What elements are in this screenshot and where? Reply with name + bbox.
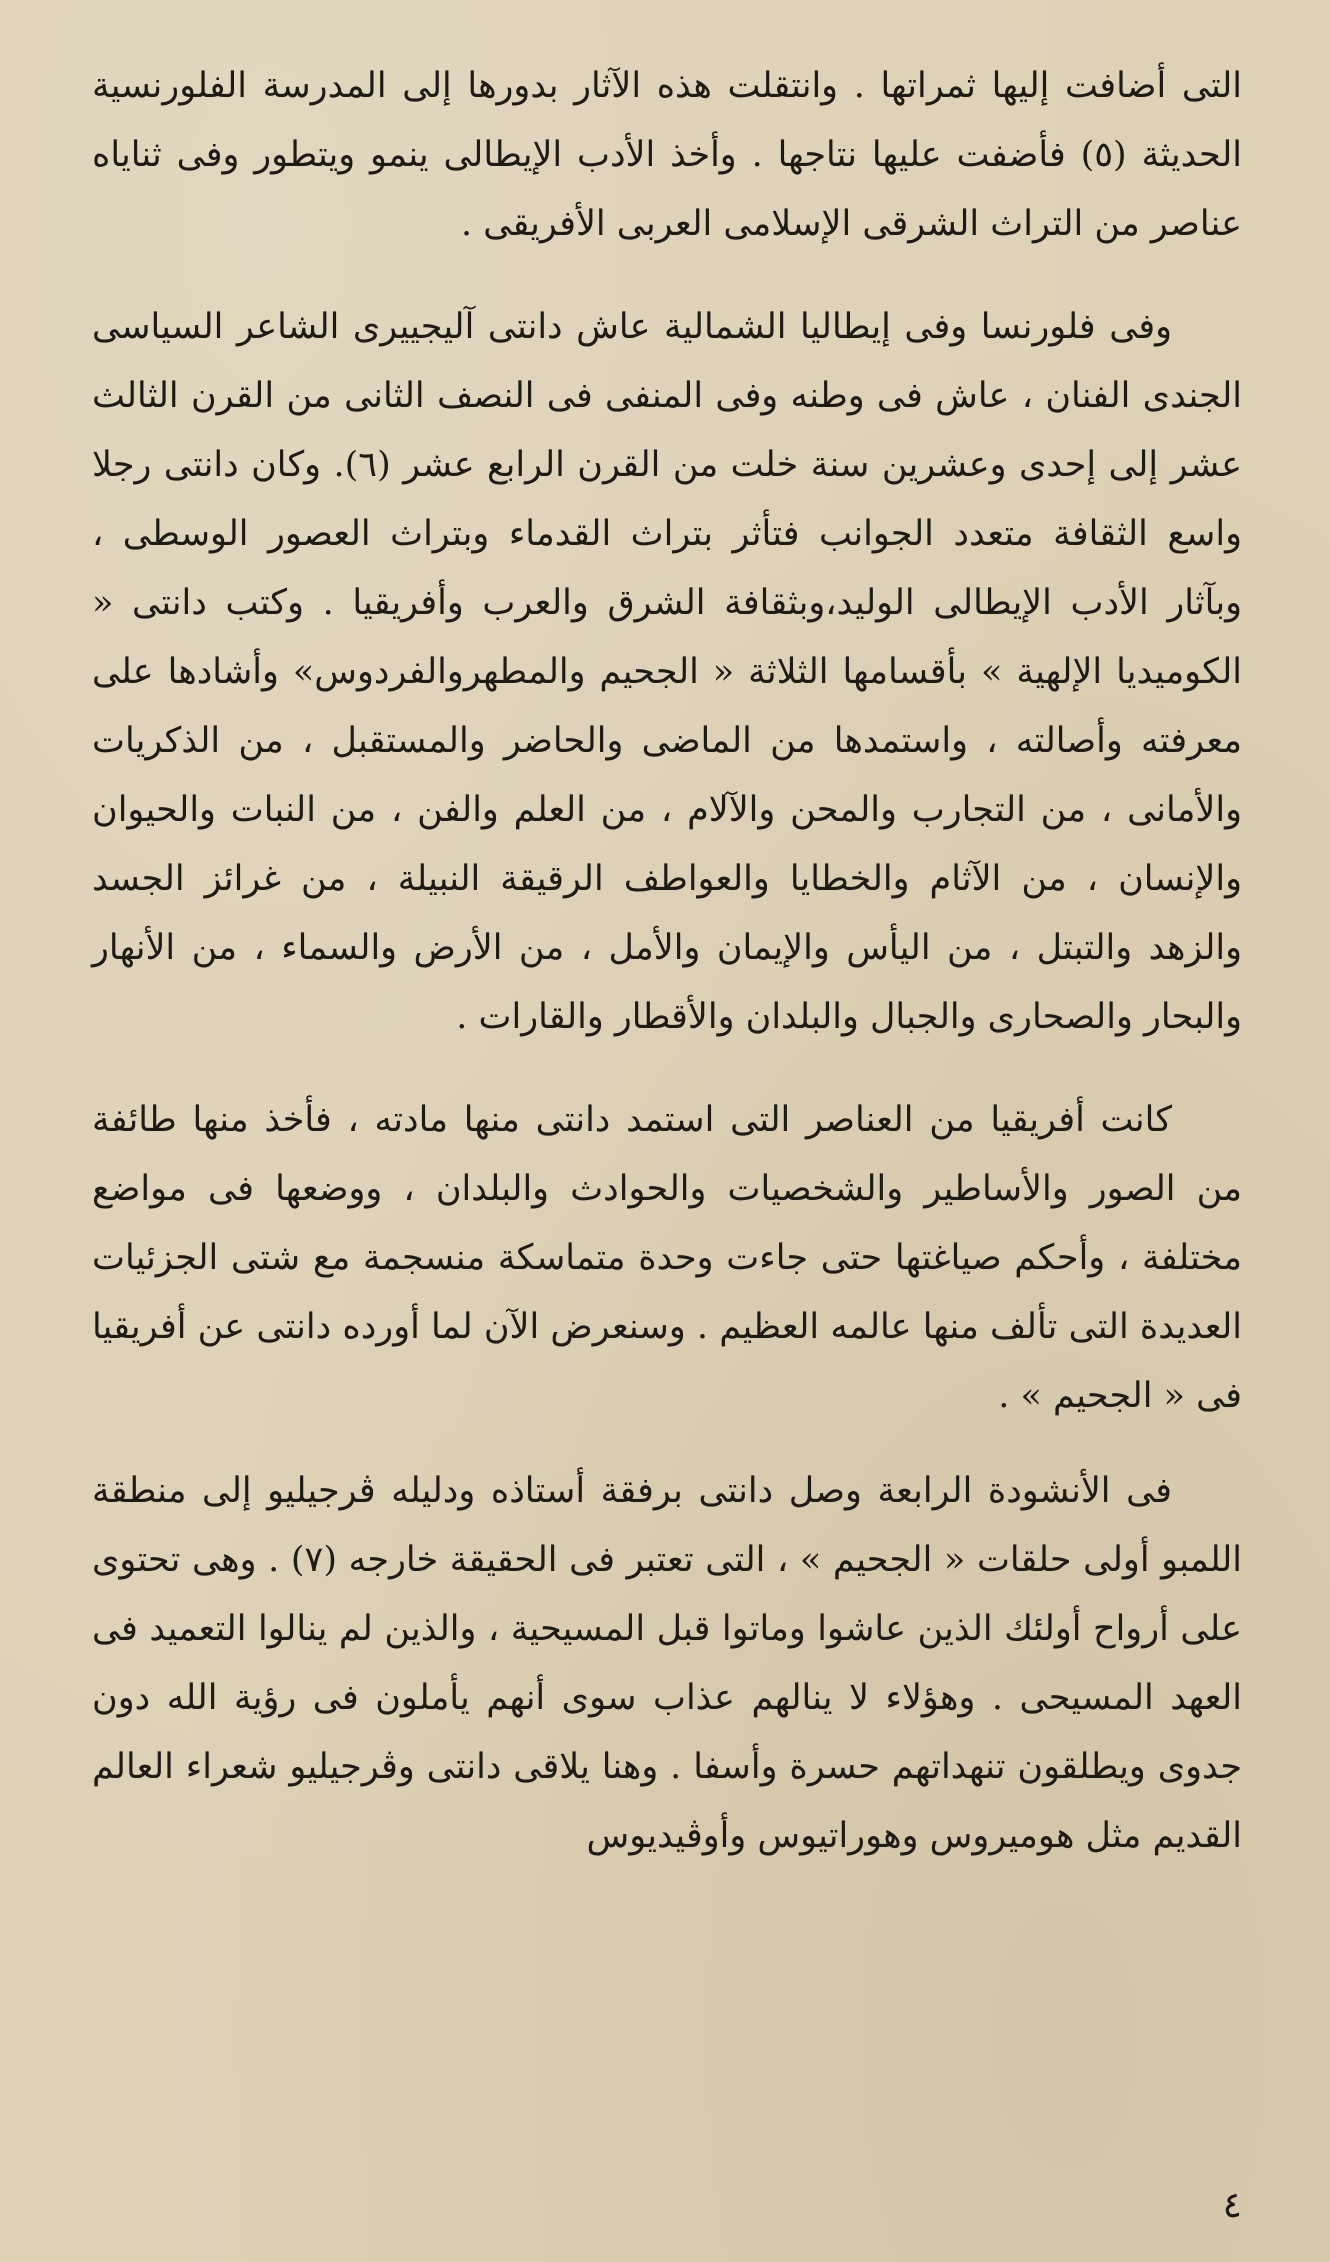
body-text — [92, 52, 1242, 1871]
page-number: ٤ — [1222, 2185, 1242, 2226]
paragraph-3: كانت أفريقيا من العناصر التى استمد دانتى منها مادته ، فأخذ منها طائفة من الصور والأساطير والشخصيات والحوادث والبلدان ، ووضعها فى مواضع مختلفة ، وأحكم صياغتها حتى جاءت وحدة متماسكة منسجمة مع شتى الجزئيات العديدة التى تألف منها عالمه العظيم . وسنعرض الآن لما أورده دانتى عن أفريقيا فى « الجحيم » . — [92, 1100, 1242, 1416]
paragraph-1: التى أضافت إليها ثمراتها . وانتقلت هذه الآثار بدورها إلى المدرسة الفلورنسية الحديثة (٥) فأضفت عليها نتاجها . وأخذ الأدب الإيطالى ينمو ويتطور وفى ثناياه عناصر من التراث الشرقى الإسلامى العربى الأفريقى . — [92, 66, 1242, 244]
paragraph-2: وفى فلورنسا وفى إيطاليا الشمالية عاش دانتى آليجييرى الشاعر السياسى الجندى الفنان ، عاش فى وطنه وفى المنفى فى النصف الثانى من القرن الثالث عشر إلى إحدى وعشرين سنة خلت من القرن الرابع عشر (٦). وكان دانتى رجلا واسع الثقافة متعدد الجوانب فتأثر بتراث القدماء وبتراث العصور الوسطى ، وبآثار الأدب الإيطالى الوليد،وبثقافة الشرق والعرب وأفريقيا . وكتب دانتى « الكوميديا الإلهية » بأقسامها الثلاثة « الجحيم والمطهروالفردوس» وأشادها على معرفته وأصالته ، واستمدها من الماضى والحاضر والمستقبل ، من الذكريات والأمانى ، من التجارب والمحن والآلام ، من العلم والفن ، من النبات والحيوان والإنسان ، من الآثام والخطايا والعواطف الرقيقة النبيلة ، من غرائز الجسد والزهد والتبتل ، من اليأس والإيمان والأمل ، من الأرض والسماء ، من الأنهار والبحار والصحارى والجبال والبلدان والأقطار والقارات . — [92, 307, 1242, 1037]
paragraph-4: فى الأنشودة الرابعة وصل دانتى برفقة أستاذه ودليله ڤرجيليو إلى منطقة اللمبو أولى حلقات « الجحيم » ، التى تعتبر فى الحقيقة خارجه (٧) . وهى تحتوى على أرواح أولئك الذين عاشوا وماتوا قبل المسيحية ، والذين لم ينالوا التعميد فى العهد المسيحى . وهؤلاء لا ينالهم عذاب سوى أنهم يأملون فى رؤية الله دون جدوى ويطلقون تنهداتهم حسرة وأسفا . وهنا يلاقى دانتى وڤرجيليو شعراء العالم القديم مثل هوميروس وهوراتيوس وأوڤيديوس — [92, 1471, 1242, 1856]
